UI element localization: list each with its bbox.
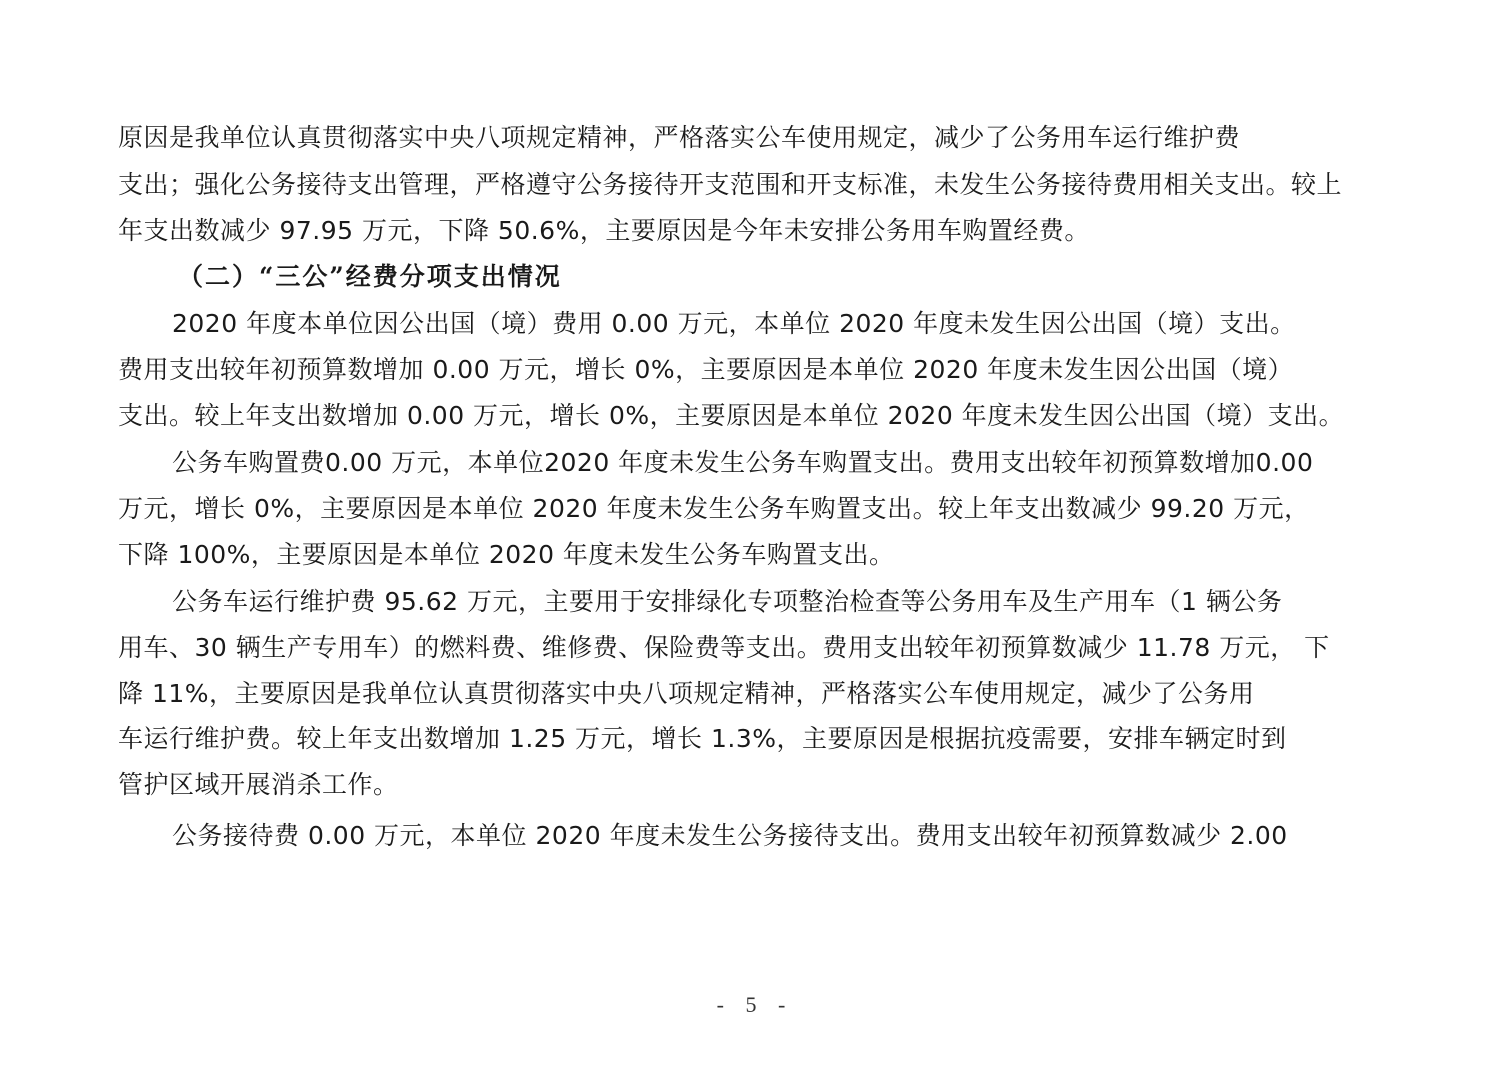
text-line: 车运行维护费。较上年支出数增加 1.25 万元，增长 1.3%，主要原因是根据抗疫需要，安排车辆定时到 [118,724,1287,753]
text-line: 年支出数减少 97.95 万元，下降 50.6%，主要原因是今年未安排公务用车购置经费。 [118,216,1090,245]
text-line: 下降 100%，主要原因是本单位 2020 年度未发生公务车购置支出。 [118,540,895,569]
text-line: 原因是我单位认真贯彻落实中央八项规定精神，严格落实公车使用规定，减少了公务用车运行维护费 [118,123,1241,152]
text-line: 公务车运行维护费 95.62 万元，主要用于安排绿化专项整治检查等公务用车及生产用车（1 辆公务 [172,587,1283,616]
text-line: 支出；强化公务接待支出管理，严格遵守公务接待开支范围和开支标准，未发生公务接待费用相关支出。较上 [118,170,1343,199]
text-line: 管护区域开展消杀工作。 [118,770,399,799]
text-line: 降 11%，主要原因是我单位认真贯彻落实中央八项规定精神，严格落实公车使用规定，减少了公务用 [118,679,1255,708]
text-line: 公务接待费 0.00 万元，本单位 2020 年度未发生公务接待支出。费用支出较年初预算数减少 2.00 [172,821,1288,850]
page-number: - 5 - [716,992,794,1017]
text-line: 费用支出较年初预算数增加 0.00 万元，增长 0%，主要原因是本单位 2020 年度未发生因公出国（境） [118,355,1294,384]
text-line: 用车、30 辆生产专用车）的燃料费、维修费、保险费等支出。费用支出较年初预算数减少 11.78 万元， 下 [118,633,1330,662]
text-line: 支出。较上年支出数增加 0.00 万元，增长 0%，主要原因是本单位 2020 年度未发生因公出国（境）支出。 [118,401,1345,430]
text-line: 万元，增长 0%，主要原因是本单位 2020 年度未发生公务车购置支出。较上年支出数减少 99.20 万元， [118,494,1310,523]
text-line: 2020 年度本单位因公出国（境）费用 0.00 万元，本单位 2020 年度未发生因公出国（境）支出。 [172,309,1296,338]
section-heading: （二）“三公”经费分项支出情况 [178,262,562,291]
text-line: 公务车购置费0.00 万元，本单位2020 年度未发生公务车购置支出。费用支出较年初预算数增加0.00 [172,448,1314,477]
